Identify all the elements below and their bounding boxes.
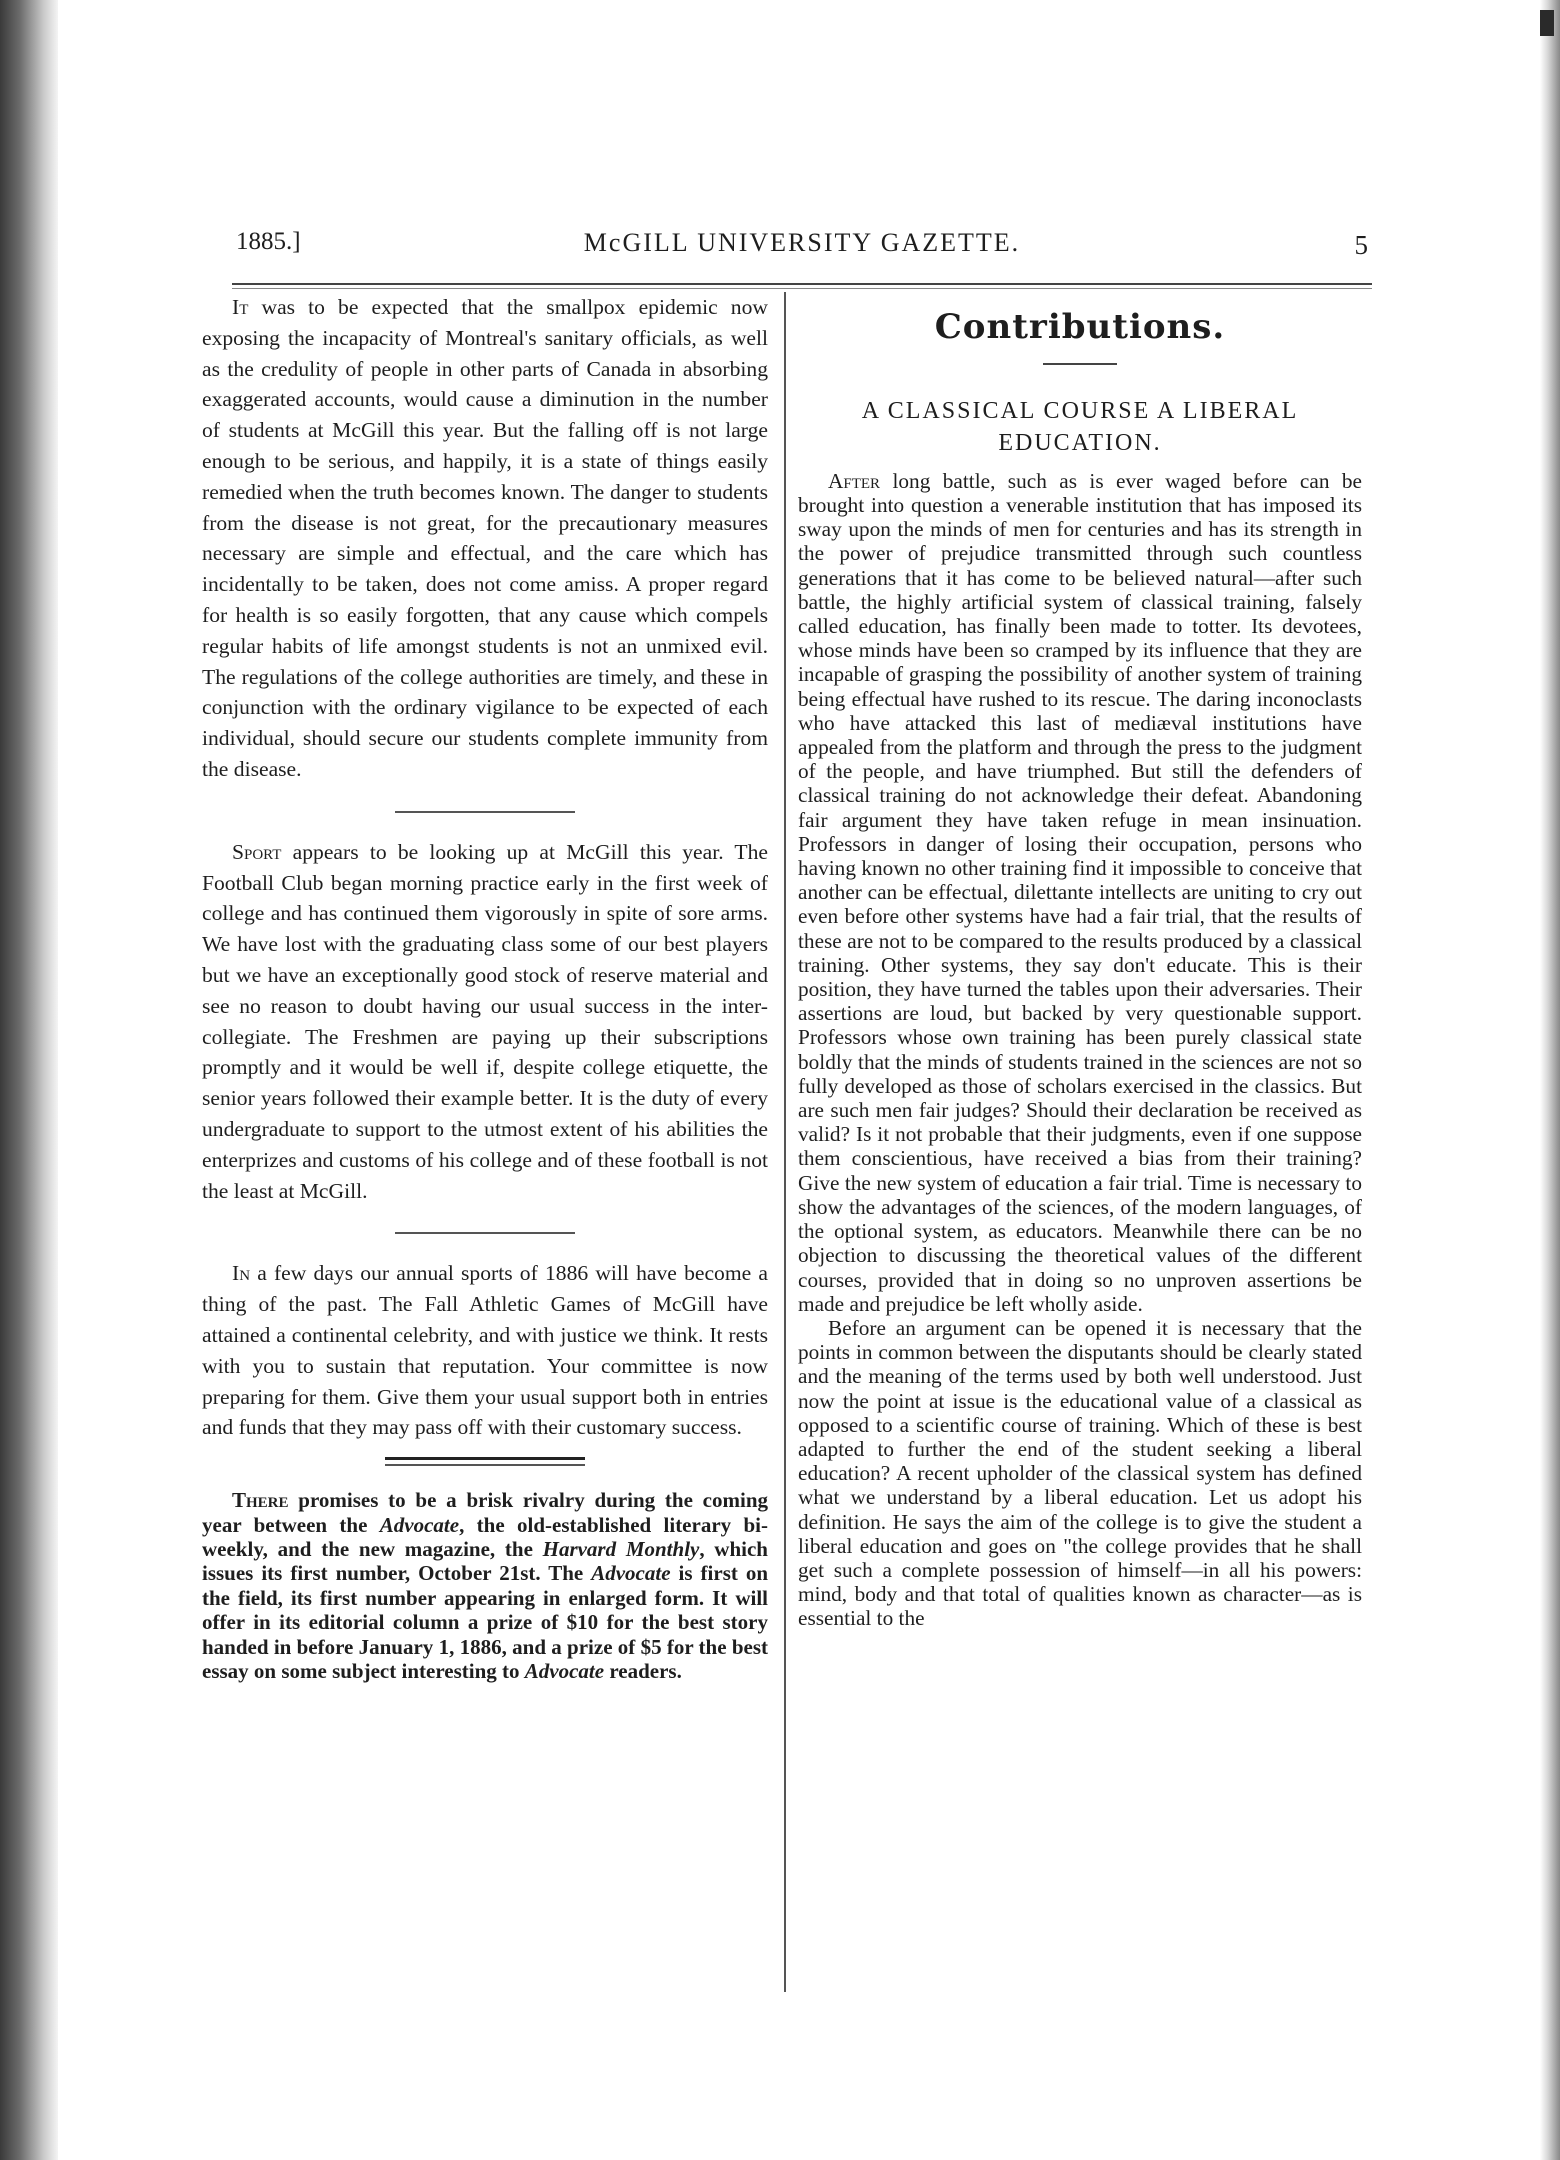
paragraph-text: , which issues its first number, October 21st. The: [202, 1536, 768, 1586]
book-binding-edge: [0, 0, 58, 2160]
heading-rule: [1043, 363, 1117, 365]
paragraph-text: was to be expected that the smallpox epidemic now exposing the incapacity of Montreal's sanitary officials, as well as the credulity of people in other parts of Canada in absorbing exaggerated accounts, would cause a diminution in the number of students at McGill this year. But the falling off is not large enough to be serious, and happily, it is a state of things easily remedied when the truth becomes known. The danger to students from the disease is not great, for the precautionary measures necessary are simple and effectual, and the care which has incidentally to be taken, does not come amiss. A proper regard for health is so easily forgotten, that any cause which compels regular habits of life amongst students is not an unmixed evil. The regulations of the college authorities are timely, and these in conjunction with the ordinary vigilance to be expected of each individual, should secure our students complete immunity from the disease.: [202, 295, 768, 781]
editorial-sport: [202, 837, 768, 1207]
lead-word: It: [232, 295, 249, 319]
article-title: A CLASSICAL COURSE A LIBERAL EDUCATION.: [861, 397, 1299, 456]
paragraph-text: promises to be a brisk rivalry during the coming year between the: [202, 1488, 768, 1537]
article-paragraph: Before an argument can be opened it is necessary that the points in common between the disputants should be clearly stated and the meaning of the terms used by both well understood. Just now the point at issue is the educational value of a classical as opposed to a scientific course of training. Which of these is best adapted to further the end of the student seeking a liberal education? A recent upholder of the classical system has defined what we understand by a liberal education. Let us adopt his definition. He says the aim of the college is to give the student a liberal education and goes on "the college provides that he shall get such a complete possession of himself—in all his powers: mind, body and that total of qualities known as character—as is essential to the: [798, 1315, 1362, 1631]
header-year: 1885.]: [236, 228, 301, 255]
header-title: McGILL UNIVERSITY GAZETTE.: [583, 228, 1021, 257]
paragraph-text: appears to be looking up at McGill this year. The Football Club began morning practice early in the first week of college and has continued them vigorously in spite of sore arms. We have lost with the graduating class some of our best players but we have an exceptionally good stock of reserve material and see no reason to doubt having our usual success in the inter-collegiate. The Freshmen are paying up their subscriptions promptly and it would be well if, despite college etiquette, the senior years followed their example better. It is the duty of every undergraduate to support to the utmost extent of his abilities the enterprizes and customs of his college and of these football is not the least at McGill.: [202, 839, 768, 1203]
lead-word: After: [828, 468, 881, 493]
paragraph-text: readers.: [609, 1658, 682, 1683]
right-column: [798, 292, 1362, 1631]
section-separator: [395, 811, 575, 813]
section-heading: Contributions.: [934, 307, 1226, 347]
page-right-edge: [1540, 0, 1560, 2160]
left-column: [202, 292, 768, 1683]
corner-tab-mark: [1540, 10, 1554, 36]
publication-name: Harvard Monthly: [542, 1536, 700, 1561]
page-number: 5: [1354, 230, 1368, 260]
double-rule-separator: [385, 1457, 585, 1466]
paragraph-text: a few days our annual sports of 1886 will have become a thing of the past. The Fall Athletic Games of McGill have attained a continental celebrity, and with justice we think. It rests with you to sustain that reputation. Your committee is now preparing for them. Give them your usual support both in entries and funds that they may pass off with their customary success.: [202, 1261, 768, 1440]
article-body: [798, 469, 1362, 1631]
lead-word: In: [232, 1261, 251, 1286]
paragraph-text: , the old-established literary bi-weekly, and the new magazine, the: [202, 1512, 768, 1561]
publication-name: Advocate: [524, 1658, 605, 1683]
editorial-smallpox: [202, 292, 768, 785]
lead-word: Sport: [232, 839, 282, 864]
lead-word: There: [232, 1488, 289, 1513]
editorial-annual-sports: [202, 1258, 768, 1443]
header-rule-thin: [232, 288, 1372, 289]
section-separator: [395, 1232, 575, 1234]
column-divider: [784, 292, 786, 1992]
paragraph-text: is first on the field, its first number appearing in enlarged form. It will offer in its editorial column a prize of $10 for the best story handed in before January 1, 1886, and a prize of $5 for the best essay on some subject interesting to: [202, 1561, 769, 1683]
running-header: [236, 228, 1368, 272]
publication-name: Advocate: [591, 1561, 671, 1586]
article-paragraph: [798, 469, 1362, 1316]
paragraph-text: long battle, such as is ever waged before can be brought into question a venerable institution that has imposed its sway upon the minds of men for centuries and has its strength in the power of prejudice transmitted through such countless generations that it has come to be believed natural—after such battle, the highly artificial system of classical training, falsely called education, has finally been made to totter. Its devotees, whose minds have been so cramped by its influence that they are incapable of grasping the possibility of another system of training being effectual have rushed to its rescue. The daring inconoclasts who have attacked this last of mediæval institutions have appealed from the platform and through the press to the judgment of the people, and have triumphed. But still the defenders of classical training do not acknowledge their defeat. Abandoning fair argument they have taken refuge in mean insinuation. Professors in danger of losing their occupation, persons who having known no other training find it impossible to conceive that another can be effectual, dilettante intellects are uniting to cry out even before other systems have had a fair trial, that the results of these are not to be compared to the results produced by a classical training. Other systems, they say don't educate. This is their position, they have turned the tables upon their adversaries. Their assertions are loud, but backed by very questionable support. Professors whose own training has been purely classical state boldly that the minds of students trained in the sciences are not so fully developed as those of scholars exercised in the classics. But are such men fair judges? Should their declaration be received as valid? Is it not probable that their judgments, even if one suppose them conscientious, have received a bias from their training? Give the new system of education a fair trial. Time is necessary to show the advantages of the sciences, of the modern languages, of the optional system, as educators. Meanwhile there can be no objection to discussing the theoretical values of the different courses, provided that in doing so no unproven assertions be made and prejudice be left wholly aside.: [798, 468, 1362, 1316]
editorial-advocate-rivalry: [202, 1488, 768, 1683]
header-rule: [232, 283, 1372, 285]
publication-name: Advocate: [379, 1512, 460, 1537]
